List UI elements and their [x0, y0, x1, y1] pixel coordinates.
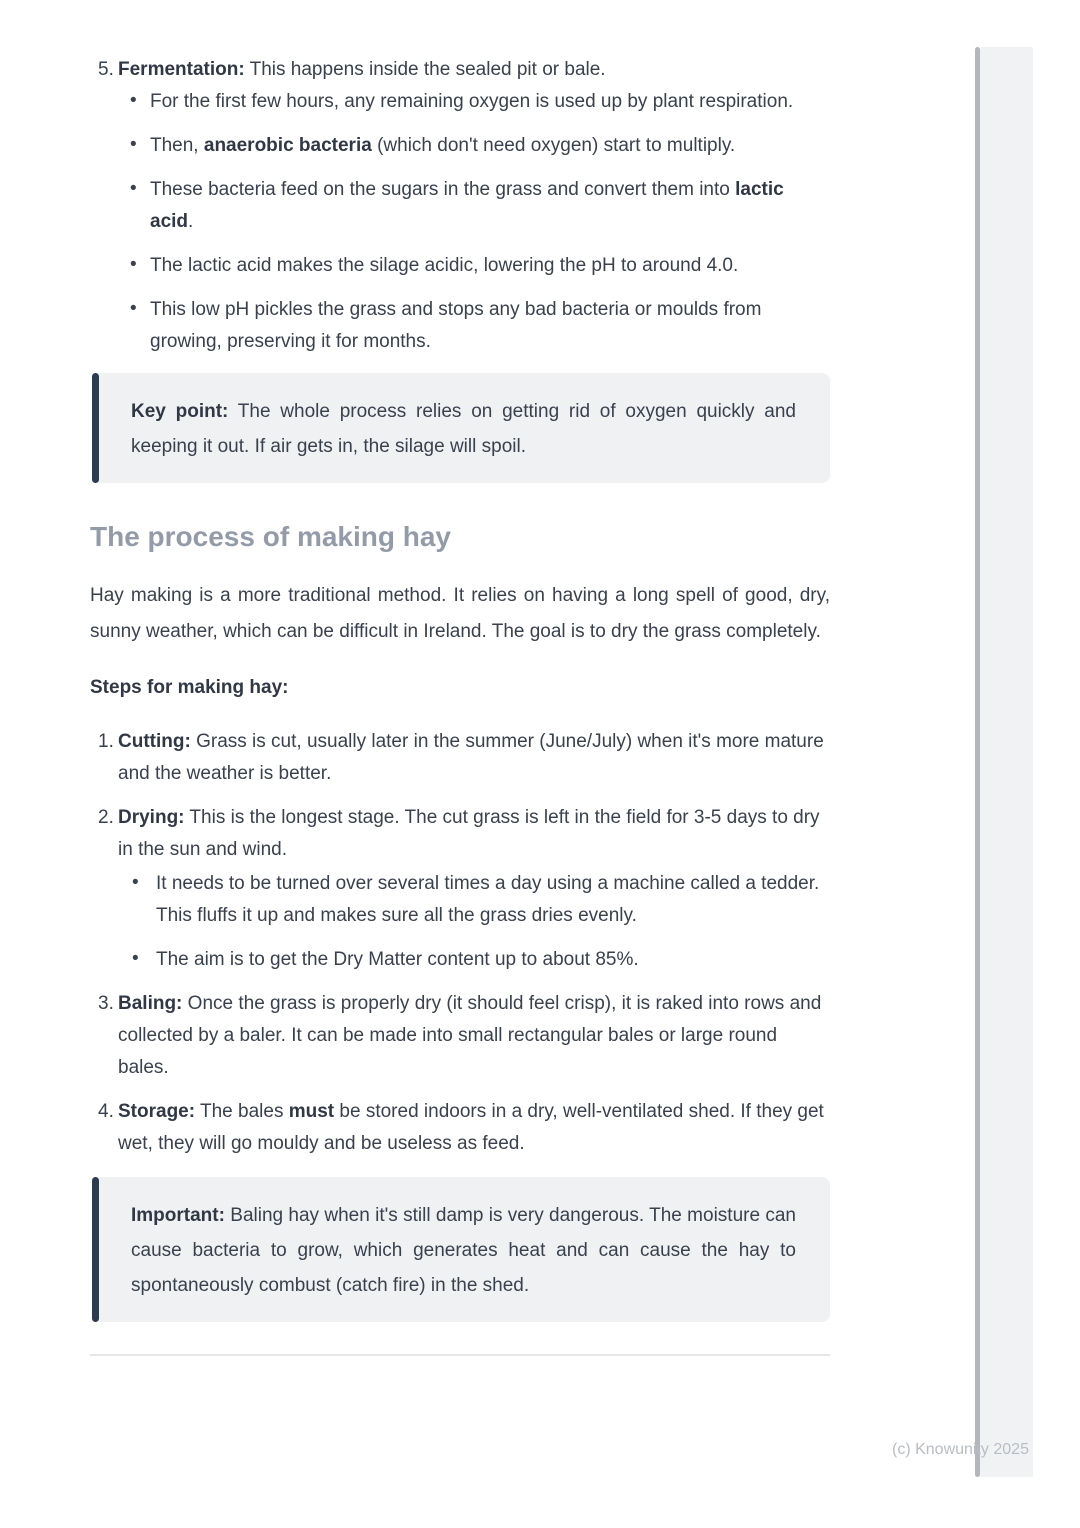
step-label: Baling: — [118, 993, 183, 1014]
list-number: 3. — [98, 993, 114, 1014]
important-label: Important: — [131, 1205, 225, 1226]
bullet-text: This low pH pickles the grass and stops any bad bacteria or moulds from growing, preserving it for months. — [150, 299, 762, 352]
key-point-text: The whole process relies on getting rid of oxygen quickly and keeping it out. If air gets in, the silage will spoil. — [131, 401, 796, 457]
list-item — [90, 86, 830, 118]
list-item-fermentation — [90, 54, 830, 86]
important-text: Baling hay when it's still damp is very dangerous. The moisture can cause bacteria to grow, which generates heat and can cause the hay to spontaneously combust (catch fire) in the shed. — [131, 1205, 796, 1296]
step-label: Cutting: — [118, 731, 191, 752]
copyright-watermark: (c) Knowunity 2025 — [892, 1441, 1029, 1458]
bullet-text: (which don't need oxygen) start to multiply. — [371, 135, 736, 156]
step-text: Grass is cut, usually later in the summer (June/July) when it's more mature and the weather is better. — [118, 731, 824, 784]
bullet-text: These bacteria feed on the sugars in the grass and convert them into — [150, 179, 736, 200]
drying-bullet-list — [118, 868, 830, 976]
list-item — [90, 250, 830, 282]
bullet-text: Then, — [150, 135, 204, 156]
key-point-label: Key point: — [131, 401, 229, 422]
bullet-icon: • — [130, 134, 137, 155]
section-heading: The process of making hay — [90, 521, 451, 552]
bullet-icon: • — [130, 178, 137, 199]
hay-steps-list — [90, 726, 830, 1160]
list-number: 2. — [98, 807, 114, 828]
list-item-baling — [90, 988, 830, 1084]
fermentation-label: Fermentation: — [118, 59, 245, 80]
step-label: Storage: — [118, 1101, 196, 1122]
bullet-icon: • — [130, 254, 137, 275]
step-text-bold: must — [288, 1101, 335, 1122]
scrollbar-thumb[interactable] — [975, 47, 980, 1477]
list-item — [90, 174, 830, 238]
list-item-cutting — [90, 726, 830, 790]
scrollbar-track[interactable] — [980, 47, 1033, 1477]
callout-accent-bar — [92, 1177, 99, 1322]
bullet-text: . — [188, 211, 194, 232]
bullet-text: The lactic acid makes the silage acidic, lowering the pH to around 4.0. — [150, 255, 739, 276]
list-item — [118, 944, 830, 976]
list-number: 1. — [98, 731, 114, 752]
bullet-text-bold: anaerobic bacteria — [203, 135, 372, 156]
list-number: 5. — [98, 59, 114, 80]
important-callout — [92, 1177, 830, 1322]
bullet-icon: • — [130, 298, 137, 319]
page-divider — [90, 1354, 830, 1356]
bullet-text: The aim is to get the Dry Matter content up to about 85%. — [156, 949, 639, 970]
list-item — [118, 868, 830, 932]
bullet-icon: • — [132, 872, 139, 893]
step-text: The bales — [195, 1101, 289, 1122]
fermentation-intro: This happens inside the sealed pit or bale. — [244, 59, 606, 80]
bullet-icon: • — [132, 948, 139, 969]
fermentation-bullet-list — [90, 86, 830, 358]
document-page — [90, 54, 830, 1356]
step-text: be stored indoors in a dry, well-ventilated shed. If they get wet, they will go mouldy and be useless as feed. — [118, 1101, 824, 1154]
list-number: 4. — [98, 1101, 114, 1122]
step-label: Drying: — [118, 807, 185, 828]
list-item — [90, 130, 830, 162]
bullet-text: It needs to be turned over several times a day using a machine called a tedder. This fluffs it up and makes sure all the grass dries evenly. — [156, 873, 820, 926]
callout-accent-bar — [92, 373, 99, 483]
step-text: Once the grass is properly dry (it should feel crisp), it is raked into rows and collected by a baler. It can be made into small rectangular bales or large round bales. — [118, 993, 822, 1078]
key-point-callout — [92, 373, 830, 483]
list-item-drying — [90, 802, 830, 976]
bullet-text: For the first few hours, any remaining oxygen is used up by plant respiration. — [150, 91, 794, 112]
list-item-storage — [90, 1096, 830, 1160]
bullet-text-bold: lactic acid — [150, 179, 784, 232]
steps-label: Steps for making hay: — [90, 677, 289, 698]
section-intro-paragraph: Hay making is a more traditional method. It relies on having a long spell of good, dry, sunny weather, which can be difficult in Ireland. The goal is to dry the grass completely. — [90, 585, 830, 642]
step-text: This is the longest stage. The cut grass is left in the field for 3-5 days to dry in the sun and wind. — [118, 807, 820, 860]
list-item — [90, 294, 830, 358]
bullet-icon: • — [130, 90, 137, 111]
